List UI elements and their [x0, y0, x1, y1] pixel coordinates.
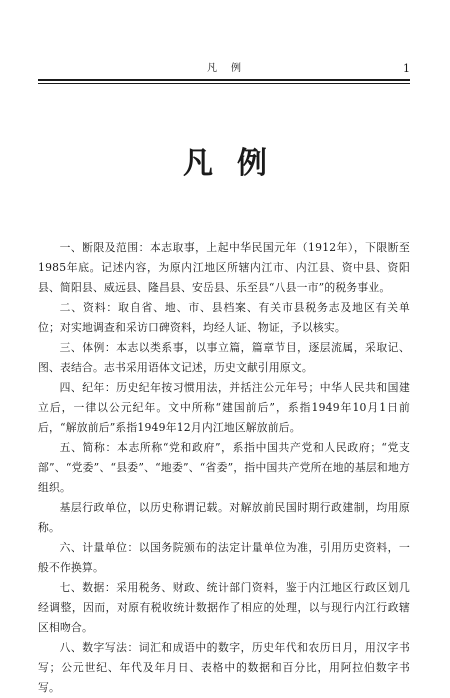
body-text [38, 238, 410, 698]
paragraph-format: 三、体例：本志以类系事，以事立篇，篇章节目，逐层流属，采取记、图、表结合。志书采用语体文记述，历史文献引用原文。 [38, 341, 410, 374]
paragraph-dating: 四、纪年：历史纪年按习惯用法，并括注公元年号；中华人民共和国建立后，一律以公元纪年。文中所称“建国前后”，系指1949年10月1日前后，“解放前后”系指1949年12月内江地区解放前后。 [38, 381, 410, 434]
paragraph-measurement-units: 六、计量单位：以国务院颁布的法定计量单位为准，引用历史资料，一般不作换算。 [38, 541, 410, 574]
chapter-title: 凡例 [183, 146, 291, 181]
paragraph-administrative-units: 基层行政单位，以历史称谓记载。对解放前民国时期行政建制，均用原称。 [38, 501, 410, 534]
paragraph-sources: 二、资料：取自省、地、市、县档案、有关市县税务志及地区有关单位；对实地调查和采访口碑资料，均经人证、物证，予以核实。 [38, 301, 410, 334]
paragraph-numerals: 八、数字写法：词汇和成语中的数字，历史年代和农历日月，用汉字书写；公元世纪、年代及年月日、表格中的数据和百分比，用阿拉伯数字书写。 [38, 641, 410, 694]
paragraph-statistics: 七、数据：采用税务、财政、统计部门资料，鉴于内江地区行政区划几经调整，因而，对原有税收统计数据作了相应的处理，以与现行内江行政辖区相吻合。 [38, 581, 410, 634]
paragraph-abbreviations: 五、简称：本志所称“党和政府”，系指中国共产党和人民政府；“党支部”、“党委”、“县委”、“地委”、“省委”，指中国共产党所在地的基层和地方组织。 [38, 441, 410, 494]
header-rule-thick [38, 79, 410, 81]
paragraph-scope: 一、断限及范围：本志取事，上起中华民国元年（1912年），下限断至1985年底。记述内容，为原内江地区所辖内江市、内江县、资中县、资阳县、简阳县、威远县、隆昌县、安岳县、乐至县“八县一市”的税务事业。 [38, 241, 410, 294]
header-rule-thin [38, 83, 410, 84]
running-header [38, 62, 410, 76]
running-header-title: 凡例 [207, 63, 255, 74]
page-number: 1 [403, 62, 410, 75]
